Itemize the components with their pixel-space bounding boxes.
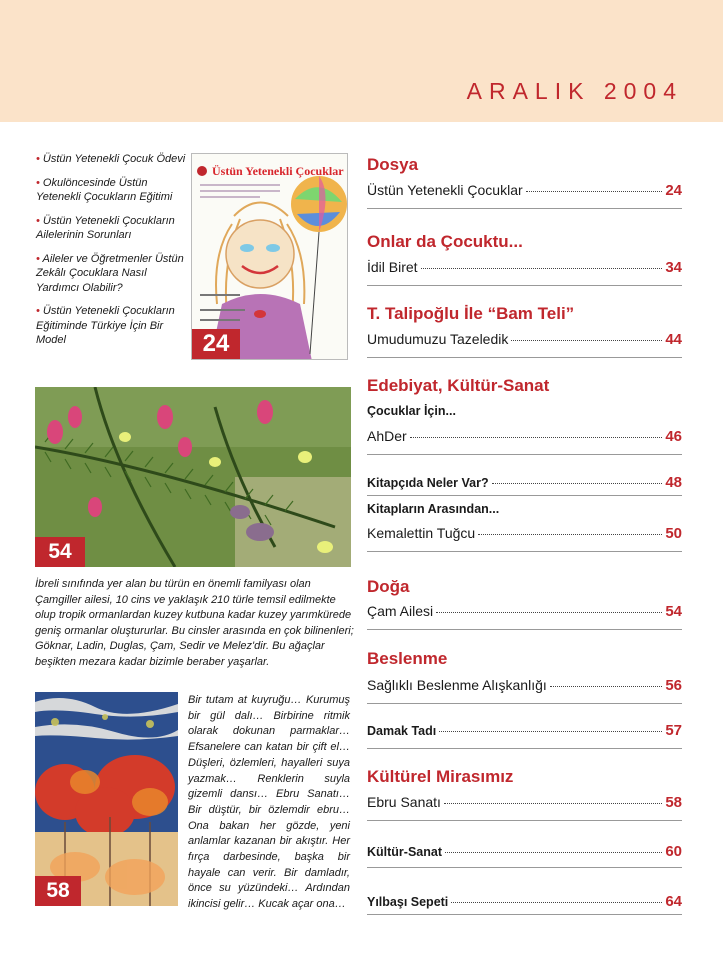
bullet-item[interactable]: • Aileler ve Öğretmenler Üstün Zekâlı Çocuklara Nasıl Yardımcı Olabilir? [36,252,184,294]
divider [367,703,682,704]
toc-entry[interactable]: Üstün Yetenekli Çocuklar 24 [367,182,682,199]
toc-entry[interactable]: Kitapçıda Neler Var? 48 [367,474,682,491]
toc-entry[interactable]: Çam Ailesi 54 [367,603,682,620]
page-badge: 24 [192,329,240,359]
ebru-art-photo[interactable] [35,692,178,906]
page-number: 64 [665,893,682,910]
cover-thumbnail[interactable] [191,153,348,360]
toc-entry[interactable]: Sağlıklı Beslenme Alışkanlığı 56 [367,677,682,694]
divider [367,748,682,749]
divider [367,454,682,455]
dossier-bullet-list [36,152,186,357]
page-number: 56 [665,677,682,694]
pine-branch-photo[interactable] [35,387,351,567]
page-number: 50 [665,525,682,542]
ebru-caption: Bir tutam at kuyruğu… Kurumuş bir gül dalı… Birbirine ritmik olarak dokunan parmaklar… Efsanelere can katan bir çift el… Düşleri, özlemleri, hayalleri suya yazmak… Renklerin suyla gizemli dansı… Ebru Sanatı… Bir düştür, bir özlemdir ebru… Ona bakan her gözde, yeni anlamlar kazanan bir akıştır. Her fırça darbesinde, başka bir hayale can verir. Bir damladır, önce su yüzündeki… Ardından ikincisi gelir… Kucak açar ona… [188,694,350,911]
page-badge: 54 [35,537,85,567]
page-number: 58 [665,794,682,811]
cover-title: Üstün Yetenekli Çocuklar [212,164,344,178]
bullet-item[interactable]: • Üstün Yetenekli Çocuk Ödevi [36,153,186,165]
toc-entry[interactable]: Kemalettin Tuğcu 50 [367,525,682,542]
pine-caption: İbreli sınıfında yer alan bu türün en önemli familyası olan Çamgiller ailesi, 10 cins ve yaklaşık 210 türle temsil edilmekte olup tropik ormanlardan kuzey kutbuna kadar kuzey yarımkürede geniş ormanlar oluştururlar. Bu cinsler arasında en çok bilinenleri; Göknar, Ladin, Duglas, Çam, Sedir ve Melez'dir. Bu ağaçlar beşikten mezara kadar bizimle beraber yaşarlar. [35,578,354,668]
subheading: Çocuklar İçin... [367,404,456,418]
divider [367,629,682,630]
subheading: Kitapların Arasından... [367,502,500,516]
section-heading: Edebiyat, Kültür-Sanat [367,376,550,395]
toc-entry[interactable]: Umudumuzu Tazeledik 44 [367,331,682,348]
divider [367,208,682,209]
section-heading: T. Talipoğlu İle “Bam Teli” [367,304,575,323]
page-number: 48 [665,474,682,491]
ebru-marbling-illustration [35,692,178,906]
section-heading: Beslenme [367,649,448,668]
page-number: 57 [665,722,682,739]
divider [367,285,682,286]
page-badge: 58 [35,876,81,906]
bullet-item[interactable]: • Üstün Yetenekli Çocukların Ailelerinin Sorunları [36,214,175,241]
divider [367,914,682,915]
divider [367,357,682,358]
toc-entry[interactable]: Kültür-Sanat 60 [367,843,682,860]
divider [367,495,682,496]
page-number: 24 [665,182,682,199]
toc-entry[interactable]: Ebru Sanatı 58 [367,794,682,811]
section-heading: Kültürel Mirasımız [367,767,514,786]
toc-entry[interactable]: Yılbaşı Sepeti 64 [367,893,682,910]
page-number: 54 [665,603,682,620]
issue-date: ARALIK 2004 [466,78,683,104]
toc-entry[interactable]: Damak Tadı 57 [367,722,682,739]
page-number: 34 [665,259,682,276]
divider [367,820,682,821]
divider [367,551,682,552]
bullet-item[interactable]: • Üstün Yetenekli Çocukların Eğitiminde Türkiye İçin Bir Model [36,305,175,346]
bullet-item[interactable]: • Okulöncesinde Üstün Yetenekli Çocukların Eğitimi [36,176,173,203]
page-number: 60 [665,843,682,860]
divider [367,867,682,868]
toc-entry[interactable]: İdil Biret 34 [367,259,682,276]
toc-entry[interactable]: AhDer 46 [367,428,682,445]
section-heading: Onlar da Çocuktu... [367,232,523,251]
section-heading: Doğa [367,577,410,596]
table-of-contents [367,0,685,960]
section-heading: Dosya [367,155,419,174]
page-number: 46 [665,428,682,445]
page-number: 44 [665,331,682,348]
